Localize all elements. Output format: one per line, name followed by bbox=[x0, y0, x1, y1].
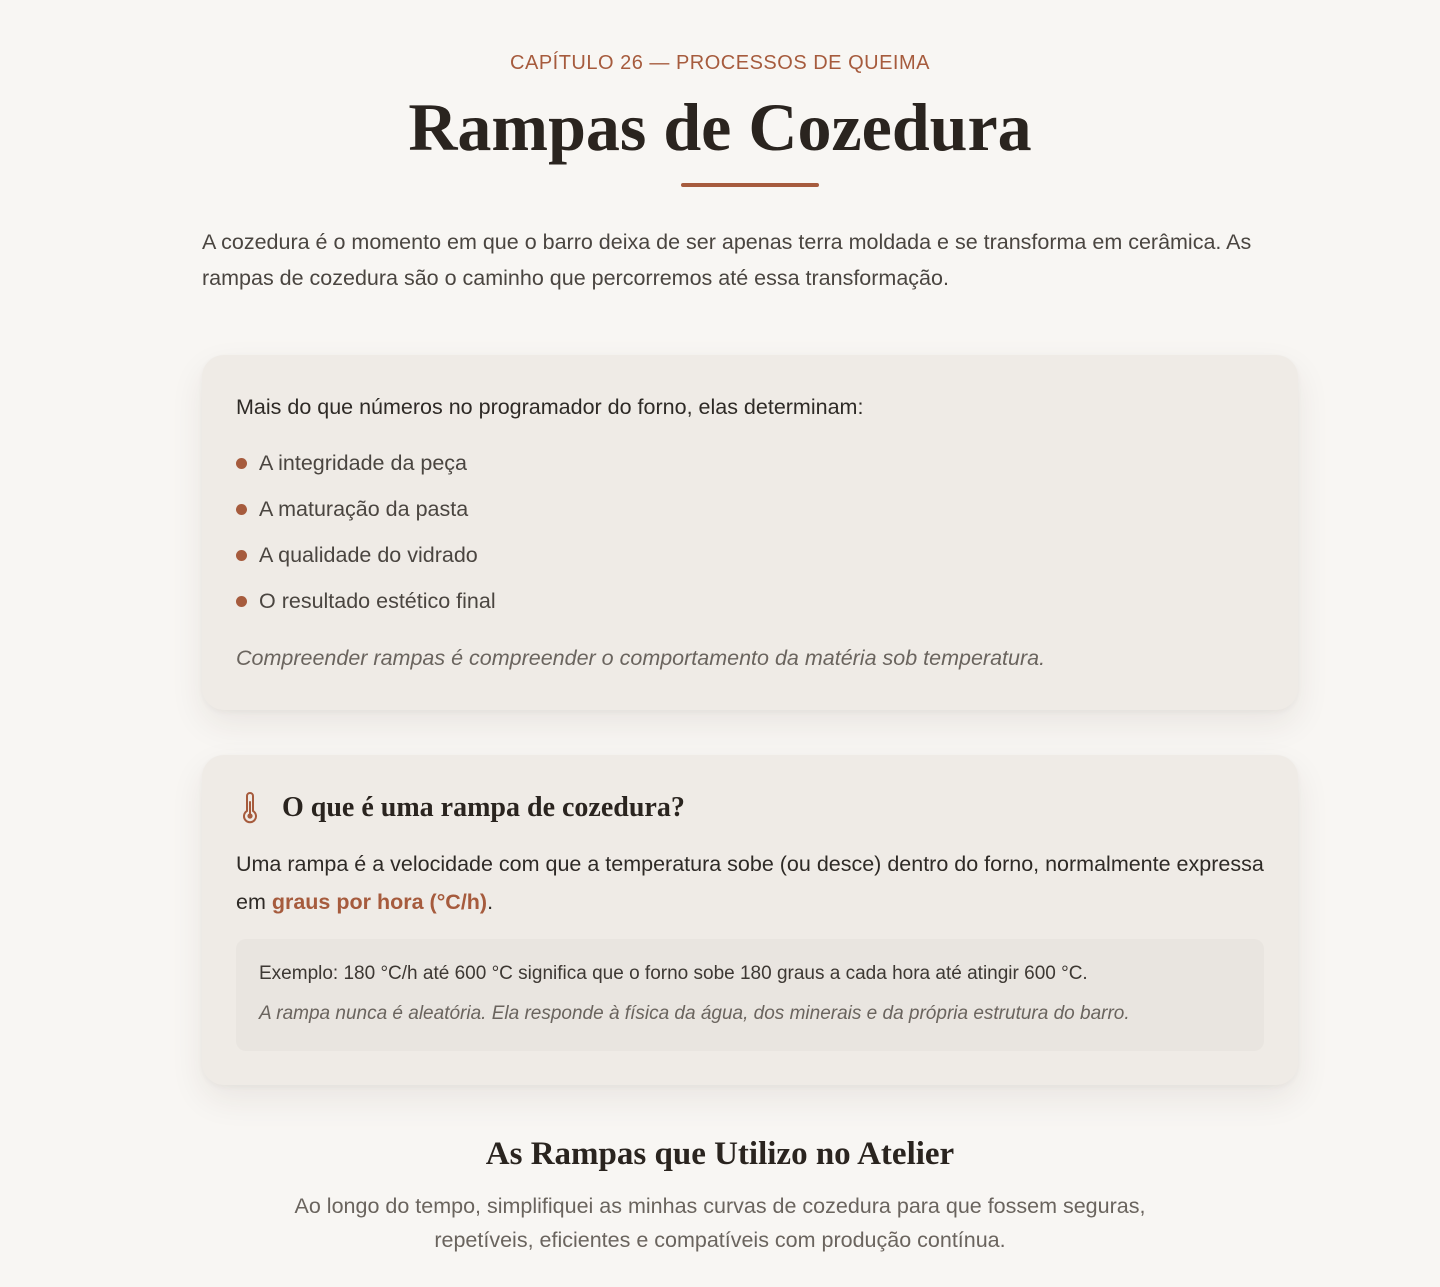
importance-card bbox=[202, 355, 1298, 710]
section-title: As Rampas que Utilizo no Atelier bbox=[485, 1136, 955, 1172]
example-note: A rampa nunca é aleatória. Ela responde à física da água, dos minerais e da própria estrutura do barro. bbox=[259, 1003, 1130, 1024]
definition-heading-row bbox=[236, 791, 685, 825]
list-item-label: A qualidade do vidrado bbox=[259, 543, 478, 567]
definition-heading: O que é uma rampa de cozedura? bbox=[282, 792, 685, 823]
list-item-label: A maturação da pasta bbox=[259, 497, 469, 521]
example-box bbox=[236, 939, 1264, 1051]
section-description: Ao longo do tempo, simplifiquei as minhas curvas de cozedura para que fossem seguras, repetíveis, eficientes e compatíveis com produção contínua. bbox=[294, 1194, 1146, 1252]
bullet-dot-icon bbox=[236, 596, 247, 607]
list-item bbox=[236, 587, 496, 633]
definition-body-suffix: . bbox=[487, 890, 494, 914]
importance-list bbox=[236, 449, 496, 633]
title-divider bbox=[681, 183, 819, 187]
definition-card bbox=[202, 755, 1298, 1085]
chapter-label: CAPÍTULO 26 — PROCESSOS DE QUEIMA bbox=[510, 52, 930, 74]
definition-body bbox=[236, 845, 1266, 921]
importance-lead: Mais do que números no programador do forno, elas determinam: bbox=[236, 395, 864, 419]
intro-paragraph: A cozedura é o momento em que o barro deixa de ser apenas terra moldada e se transforma em cerâmica. As rampas de cozedura são o caminho que percorremos até essa transformação. bbox=[202, 230, 1252, 290]
list-item bbox=[236, 495, 496, 541]
page-title: Rampas de Cozedura bbox=[408, 89, 1032, 165]
unit-highlight: graus por hora (°C/h) bbox=[271, 890, 488, 914]
bullet-dot-icon bbox=[236, 550, 247, 561]
importance-note: Compreender rampas é compreender o comportamento da matéria sob temperatura. bbox=[236, 646, 1046, 670]
definition-body-prefix: Uma rampa é a velocidade com que a temperatura sobe (ou desce) dentro do forno, normalmente expressa em bbox=[236, 852, 1264, 914]
bullet-dot-icon bbox=[236, 458, 247, 469]
bullet-dot-icon bbox=[236, 504, 247, 515]
thermometer-icon bbox=[236, 792, 264, 824]
list-item bbox=[236, 449, 496, 495]
list-item bbox=[236, 541, 496, 587]
list-item-label: A integridade da peça bbox=[259, 451, 467, 475]
list-item-label: O resultado estético final bbox=[259, 589, 496, 613]
example-text: Exemplo: 180 °C/h até 600 °C significa que o forno sobe 180 graus a cada hora até atingir 600 °C. bbox=[259, 963, 1088, 984]
